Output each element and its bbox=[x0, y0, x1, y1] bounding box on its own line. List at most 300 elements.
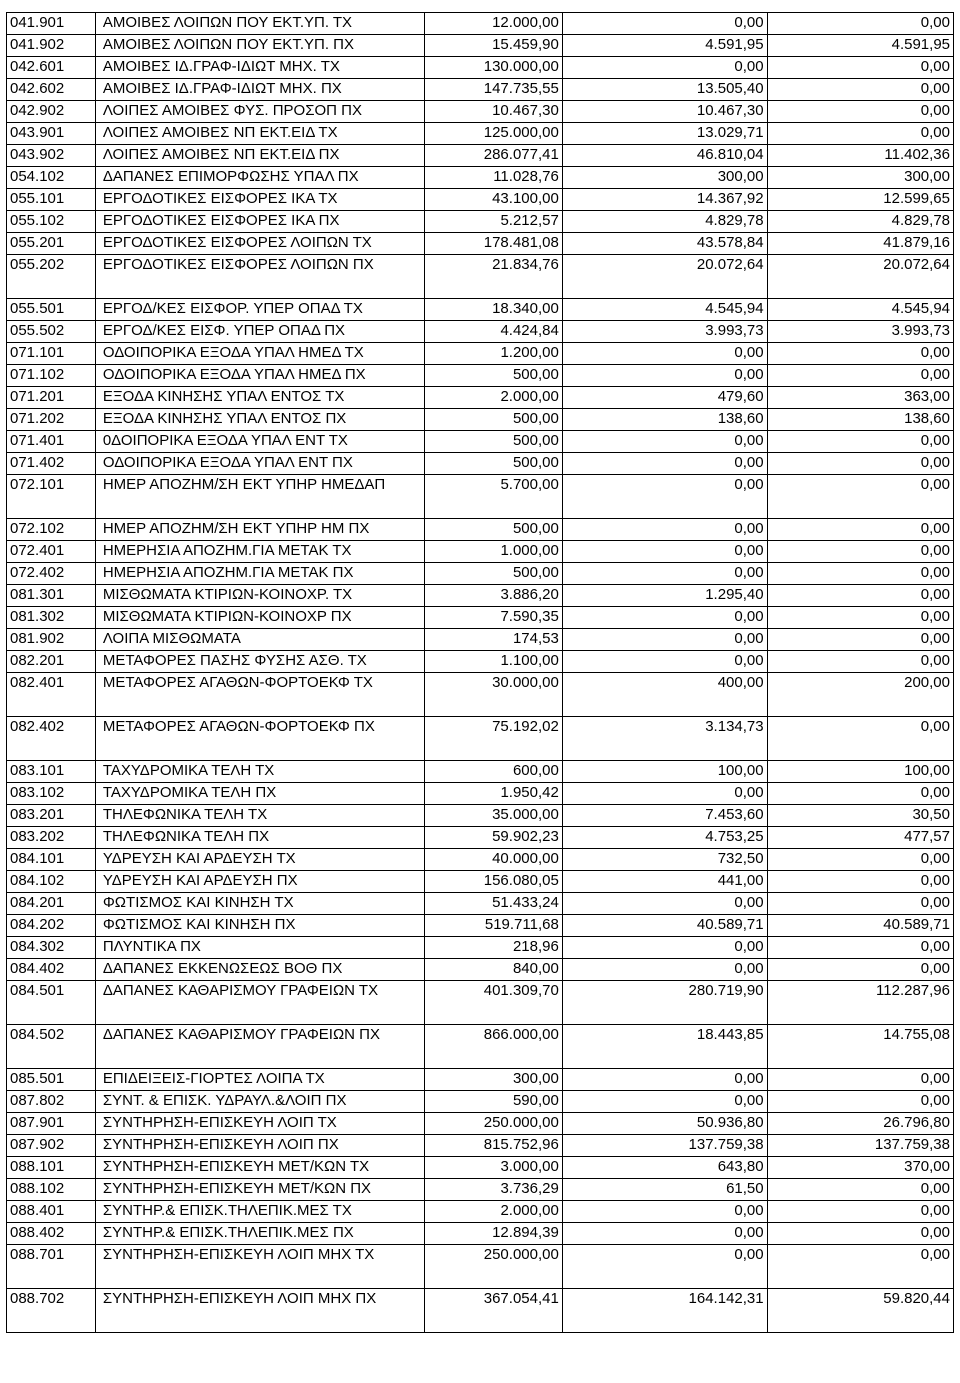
paid-amount: 0,00 bbox=[767, 563, 953, 585]
account-description: ΛΟΙΠΑ ΜΙΣΘΩΜΑΤΑ bbox=[95, 629, 424, 651]
committed-amount: 40.589,71 bbox=[562, 915, 767, 937]
budget-amount: 840,00 bbox=[425, 959, 563, 981]
paid-amount: 14.755,08 bbox=[767, 1025, 953, 1069]
account-description: ΕΠΙΔΕΙΞΕΙΣ-ΓΙΟΡΤΕΣ ΛΟΙΠΑ ΤΧ bbox=[95, 1069, 424, 1091]
table-row bbox=[7, 629, 954, 651]
budget-amount: 10.467,30 bbox=[425, 101, 563, 123]
paid-amount: 11.402,36 bbox=[767, 145, 953, 167]
table-row bbox=[7, 915, 954, 937]
committed-amount: 4.753,25 bbox=[562, 827, 767, 849]
committed-amount: 100,00 bbox=[562, 761, 767, 783]
table-row bbox=[7, 1091, 954, 1113]
table-row bbox=[7, 761, 954, 783]
account-code: 055.201 bbox=[7, 233, 96, 255]
account-code: 084.302 bbox=[7, 937, 96, 959]
committed-amount: 4.829,78 bbox=[562, 211, 767, 233]
account-description: ΕΡΓΟΔ/ΚΕΣ ΕΙΣΦΟΡ. ΥΠΕΡ ΟΠΑΔ ΤΧ bbox=[95, 299, 424, 321]
paid-amount: 0,00 bbox=[767, 13, 953, 35]
budget-amount: 300,00 bbox=[425, 1069, 563, 1091]
budget-amount: 18.340,00 bbox=[425, 299, 563, 321]
table-row bbox=[7, 937, 954, 959]
account-code: 088.701 bbox=[7, 1245, 96, 1289]
budget-table-body bbox=[7, 13, 954, 1333]
budget-amount: 1.100,00 bbox=[425, 651, 563, 673]
account-code: 087.802 bbox=[7, 1091, 96, 1113]
budget-amount: 250.000,00 bbox=[425, 1113, 563, 1135]
paid-amount: 0,00 bbox=[767, 79, 953, 101]
table-row bbox=[7, 409, 954, 431]
account-description: ΣΥΝΤΗΡΗΣΗ-ΕΠΙΣΚΕΥΗ ΛΟΙΠ ΠΧ bbox=[95, 1135, 424, 1157]
account-description: ΤΗΛΕΦΩΝΙΚΑ ΤΕΛΗ ΠΧ bbox=[95, 827, 424, 849]
account-description: ΤΑΧΥΔΡΟΜΙΚΑ ΤΕΛΗ ΤΧ bbox=[95, 761, 424, 783]
paid-amount: 0,00 bbox=[767, 57, 953, 79]
account-code: 043.902 bbox=[7, 145, 96, 167]
paid-amount: 30,50 bbox=[767, 805, 953, 827]
committed-amount: 441,00 bbox=[562, 871, 767, 893]
budget-amount: 3.886,20 bbox=[425, 585, 563, 607]
paid-amount: 200,00 bbox=[767, 673, 953, 717]
paid-amount: 0,00 bbox=[767, 1245, 953, 1289]
budget-amount: 7.590,35 bbox=[425, 607, 563, 629]
committed-amount: 13.505,40 bbox=[562, 79, 767, 101]
account-code: 088.702 bbox=[7, 1289, 96, 1333]
account-code: 054.102 bbox=[7, 167, 96, 189]
committed-amount: 0,00 bbox=[562, 1201, 767, 1223]
account-description: ΣΥΝΤΗΡΗΣΗ-ΕΠΙΣΚΕΥΗ ΛΟΙΠ ΜΗΧ ΠΧ bbox=[95, 1289, 424, 1333]
committed-amount: 0,00 bbox=[562, 937, 767, 959]
committed-amount: 137.759,38 bbox=[562, 1135, 767, 1157]
table-row bbox=[7, 321, 954, 343]
account-code: 055.202 bbox=[7, 255, 96, 299]
committed-amount: 46.810,04 bbox=[562, 145, 767, 167]
paid-amount: 0,00 bbox=[767, 1091, 953, 1113]
committed-amount: 0,00 bbox=[562, 1223, 767, 1245]
table-row bbox=[7, 1113, 954, 1135]
committed-amount: 0,00 bbox=[562, 1069, 767, 1091]
committed-amount: 20.072,64 bbox=[562, 255, 767, 299]
account-code: 085.501 bbox=[7, 1069, 96, 1091]
account-code: 084.402 bbox=[7, 959, 96, 981]
table-row bbox=[7, 673, 954, 717]
table-row bbox=[7, 475, 954, 519]
account-description: ΣΥΝΤΗΡΗΣΗ-ΕΠΙΣΚΕΥΗ ΛΟΙΠ ΤΧ bbox=[95, 1113, 424, 1135]
committed-amount: 0,00 bbox=[562, 651, 767, 673]
table-row bbox=[7, 167, 954, 189]
account-code: 055.501 bbox=[7, 299, 96, 321]
budget-amount: 218,96 bbox=[425, 937, 563, 959]
account-code: 088.402 bbox=[7, 1223, 96, 1245]
paid-amount: 59.820,44 bbox=[767, 1289, 953, 1333]
account-code: 082.201 bbox=[7, 651, 96, 673]
table-row bbox=[7, 893, 954, 915]
paid-amount: 0,00 bbox=[767, 783, 953, 805]
committed-amount: 0,00 bbox=[562, 519, 767, 541]
account-code: 055.101 bbox=[7, 189, 96, 211]
table-row bbox=[7, 1025, 954, 1069]
paid-amount: 0,00 bbox=[767, 123, 953, 145]
account-description: ΣΥΝΤΗΡΗΣΗ-ΕΠΙΣΚΕΥΗ ΛΟΙΠ ΜΗΧ ΤΧ bbox=[95, 1245, 424, 1289]
account-code: 043.901 bbox=[7, 123, 96, 145]
committed-amount: 0,00 bbox=[562, 1245, 767, 1289]
paid-amount: 4.591,95 bbox=[767, 35, 953, 57]
committed-amount: 0,00 bbox=[562, 365, 767, 387]
account-code: 084.201 bbox=[7, 893, 96, 915]
account-description: ΜΙΣΘΩΜΑΤΑ ΚΤΙΡΙΩΝ-ΚΟΙΝΟΧΡ. ΤΧ bbox=[95, 585, 424, 607]
table-row bbox=[7, 13, 954, 35]
table-row bbox=[7, 519, 954, 541]
table-row bbox=[7, 959, 954, 981]
paid-amount: 0,00 bbox=[767, 453, 953, 475]
committed-amount: 3.134,73 bbox=[562, 717, 767, 761]
committed-amount: 43.578,84 bbox=[562, 233, 767, 255]
account-description: ΜΕΤΑΦΟΡΕΣ ΑΓΑΘΩΝ-ΦΟΡΤΟΕΚΦ ΠΧ bbox=[95, 717, 424, 761]
committed-amount: 300,00 bbox=[562, 167, 767, 189]
account-description: ΛΟΙΠΕΣ ΑΜΟΙΒΕΣ ΦΥΣ. ΠΡΟΣΟΠ ΠΧ bbox=[95, 101, 424, 123]
committed-amount: 3.993,73 bbox=[562, 321, 767, 343]
account-description: ΜΙΣΘΩΜΑΤΑ ΚΤΙΡΙΩΝ-ΚΟΙΝΟΧΡ ΠΧ bbox=[95, 607, 424, 629]
budget-amount: 401.309,70 bbox=[425, 981, 563, 1025]
committed-amount: 4.545,94 bbox=[562, 299, 767, 321]
account-code: 084.501 bbox=[7, 981, 96, 1025]
budget-amount: 4.424,84 bbox=[425, 321, 563, 343]
budget-amount: 5.700,00 bbox=[425, 475, 563, 519]
account-description: ΔΑΠΑΝΕΣ ΚΑΘΑΡΙΣΜΟΥ ΓΡΑΦΕΙΩΝ ΠΧ bbox=[95, 1025, 424, 1069]
budget-amount: 12.894,39 bbox=[425, 1223, 563, 1245]
account-description: ΣΥΝΤΗΡΗΣΗ-ΕΠΙΣΚΕΥΗ ΜΕΤ/ΚΩΝ ΤΧ bbox=[95, 1157, 424, 1179]
table-row bbox=[7, 79, 954, 101]
budget-amount: 815.752,96 bbox=[425, 1135, 563, 1157]
account-code: 071.101 bbox=[7, 343, 96, 365]
account-code: 081.301 bbox=[7, 585, 96, 607]
table-row bbox=[7, 541, 954, 563]
paid-amount: 477,57 bbox=[767, 827, 953, 849]
committed-amount: 4.591,95 bbox=[562, 35, 767, 57]
committed-amount: 0,00 bbox=[562, 1091, 767, 1113]
paid-amount: 137.759,38 bbox=[767, 1135, 953, 1157]
account-code: 041.901 bbox=[7, 13, 96, 35]
budget-amount: 367.054,41 bbox=[425, 1289, 563, 1333]
budget-amount: 40.000,00 bbox=[425, 849, 563, 871]
paid-amount: 0,00 bbox=[767, 937, 953, 959]
paid-amount: 3.993,73 bbox=[767, 321, 953, 343]
paid-amount: 363,00 bbox=[767, 387, 953, 409]
account-code: 071.201 bbox=[7, 387, 96, 409]
budget-amount: 250.000,00 bbox=[425, 1245, 563, 1289]
account-description: ΣΥΝΤΗΡΗΣΗ-ΕΠΙΣΚΕΥΗ ΜΕΤ/ΚΩΝ ΠΧ bbox=[95, 1179, 424, 1201]
budget-amount: 21.834,76 bbox=[425, 255, 563, 299]
budget-amount: 3.000,00 bbox=[425, 1157, 563, 1179]
account-code: 042.601 bbox=[7, 57, 96, 79]
account-code: 084.101 bbox=[7, 849, 96, 871]
budget-amount: 1.950,42 bbox=[425, 783, 563, 805]
table-row bbox=[7, 57, 954, 79]
account-code: 084.502 bbox=[7, 1025, 96, 1069]
paid-amount: 100,00 bbox=[767, 761, 953, 783]
budget-amount: 125.000,00 bbox=[425, 123, 563, 145]
account-code: 083.102 bbox=[7, 783, 96, 805]
committed-amount: 400,00 bbox=[562, 673, 767, 717]
table-row bbox=[7, 607, 954, 629]
account-code: 055.102 bbox=[7, 211, 96, 233]
table-row bbox=[7, 1223, 954, 1245]
budget-table bbox=[6, 12, 954, 1333]
account-description: ΤΑΧΥΔΡΟΜΙΚΑ ΤΕΛΗ ΠΧ bbox=[95, 783, 424, 805]
committed-amount: 732,50 bbox=[562, 849, 767, 871]
table-row bbox=[7, 145, 954, 167]
paid-amount: 0,00 bbox=[767, 585, 953, 607]
account-code: 087.901 bbox=[7, 1113, 96, 1135]
account-code: 071.401 bbox=[7, 431, 96, 453]
budget-amount: 600,00 bbox=[425, 761, 563, 783]
table-row bbox=[7, 651, 954, 673]
paid-amount: 0,00 bbox=[767, 1179, 953, 1201]
committed-amount: 0,00 bbox=[562, 57, 767, 79]
account-description: ΥΔΡΕΥΣΗ ΚΑΙ ΑΡΔΕΥΣΗ ΠΧ bbox=[95, 871, 424, 893]
paid-amount: 0,00 bbox=[767, 717, 953, 761]
account-description: ΕΞΟΔΑ ΚΙΝΗΣΗΣ ΥΠΑΛ ΕΝΤΟΣ ΠΧ bbox=[95, 409, 424, 431]
table-row bbox=[7, 1201, 954, 1223]
account-code: 084.102 bbox=[7, 871, 96, 893]
account-code: 088.401 bbox=[7, 1201, 96, 1223]
account-code: 041.902 bbox=[7, 35, 96, 57]
budget-amount: 11.028,76 bbox=[425, 167, 563, 189]
table-row bbox=[7, 783, 954, 805]
account-code: 071.202 bbox=[7, 409, 96, 431]
committed-amount: 0,00 bbox=[562, 13, 767, 35]
table-row bbox=[7, 849, 954, 871]
paid-amount: 0,00 bbox=[767, 1069, 953, 1091]
account-description: ΗΜΕΡ ΑΠΟΖΗΜ/ΣΗ ΕΚΤ ΥΠΗΡ ΗΜ ΠΧ bbox=[95, 519, 424, 541]
committed-amount: 0,00 bbox=[562, 629, 767, 651]
committed-amount: 1.295,40 bbox=[562, 585, 767, 607]
budget-amount: 75.192,02 bbox=[425, 717, 563, 761]
budget-amount: 3.736,29 bbox=[425, 1179, 563, 1201]
budget-amount: 178.481,08 bbox=[425, 233, 563, 255]
table-row bbox=[7, 827, 954, 849]
paid-amount: 20.072,64 bbox=[767, 255, 953, 299]
account-description: ΣΥΝΤΗΡ.& ΕΠΙΣΚ.ΤΗΛΕΠΙΚ.ΜΕΣ ΠΧ bbox=[95, 1223, 424, 1245]
paid-amount: 4.829,78 bbox=[767, 211, 953, 233]
account-description: ΤΗΛΕΦΩΝΙΚΑ ΤΕΛΗ ΤΧ bbox=[95, 805, 424, 827]
account-code: 072.102 bbox=[7, 519, 96, 541]
table-row bbox=[7, 1157, 954, 1179]
table-row bbox=[7, 431, 954, 453]
table-row bbox=[7, 255, 954, 299]
account-description: ΟΔΟΙΠΟΡΙΚΑ ΕΞΟΔΑ ΥΠΑΛ ΕΝΤ ΠΧ bbox=[95, 453, 424, 475]
paid-amount: 0,00 bbox=[767, 343, 953, 365]
budget-amount: 130.000,00 bbox=[425, 57, 563, 79]
committed-amount: 0,00 bbox=[562, 431, 767, 453]
paid-amount: 0,00 bbox=[767, 365, 953, 387]
account-description: ΕΡΓΟΔΟΤΙΚΕΣ ΕΙΣΦΟΡΕΣ ΛΟΙΠΩΝ ΤΧ bbox=[95, 233, 424, 255]
table-row bbox=[7, 453, 954, 475]
committed-amount: 50.936,80 bbox=[562, 1113, 767, 1135]
account-description: ΕΡΓΟΔΟΤΙΚΕΣ ΕΙΣΦΟΡΕΣ ΛΟΙΠΩΝ ΠΧ bbox=[95, 255, 424, 299]
committed-amount: 13.029,71 bbox=[562, 123, 767, 145]
paid-amount: 0,00 bbox=[767, 651, 953, 673]
account-description: ΔΑΠΑΝΕΣ ΕΠΙΜΟΡΦΩΣΗΣ ΥΠΑΛ ΠΧ bbox=[95, 167, 424, 189]
paid-amount: 0,00 bbox=[767, 629, 953, 651]
paid-amount: 41.879,16 bbox=[767, 233, 953, 255]
account-code: 055.502 bbox=[7, 321, 96, 343]
paid-amount: 370,00 bbox=[767, 1157, 953, 1179]
paid-amount: 112.287,96 bbox=[767, 981, 953, 1025]
committed-amount: 0,00 bbox=[562, 563, 767, 585]
account-code: 082.402 bbox=[7, 717, 96, 761]
account-code: 042.902 bbox=[7, 101, 96, 123]
budget-amount: 866.000,00 bbox=[425, 1025, 563, 1069]
budget-amount: 51.433,24 bbox=[425, 893, 563, 915]
table-row bbox=[7, 1289, 954, 1333]
budget-amount: 590,00 bbox=[425, 1091, 563, 1113]
account-description: ΑΜΟΙΒΕΣ ΙΔ.ΓΡΑΦ-ΙΔΙΩΤ ΜΗΧ. ΤΧ bbox=[95, 57, 424, 79]
budget-amount: 500,00 bbox=[425, 563, 563, 585]
account-description: ΕΡΓΟΔ/ΚΕΣ ΕΙΣΦ. ΥΠΕΡ ΟΠΑΔ ΠΧ bbox=[95, 321, 424, 343]
committed-amount: 280.719,90 bbox=[562, 981, 767, 1025]
table-row bbox=[7, 717, 954, 761]
budget-amount: 500,00 bbox=[425, 365, 563, 387]
account-description: 0ΔΟΙΠΟΡΙΚΑ ΕΞΟΔΑ ΥΠΑΛ ΕΝΤ ΤΧ bbox=[95, 431, 424, 453]
paid-amount: 0,00 bbox=[767, 959, 953, 981]
account-description: ΣΥΝΤ. & ΕΠΙΣΚ. ΥΔΡΑΥΛ.&ΛΟΙΠ ΠΧ bbox=[95, 1091, 424, 1113]
paid-amount: 138,60 bbox=[767, 409, 953, 431]
committed-amount: 0,00 bbox=[562, 453, 767, 475]
account-description: ΕΞΟΔΑ ΚΙΝΗΣΗΣ ΥΠΑΛ ΕΝΤΟΣ ΤΧ bbox=[95, 387, 424, 409]
account-description: ΗΜΕΡ ΑΠΟΖΗΜ/ΣΗ ΕΚΤ ΥΠΗΡ ΗΜΕΔΑΠ bbox=[95, 475, 424, 519]
account-code: 083.101 bbox=[7, 761, 96, 783]
account-description: ΑΜΟΙΒΕΣ ΛΟΙΠΩΝ ΠΟΥ ΕΚΤ.ΥΠ. ΤΧ bbox=[95, 13, 424, 35]
account-description: ΦΩΤΙΣΜΟΣ ΚΑΙ ΚΙΝΗΣΗ ΠΧ bbox=[95, 915, 424, 937]
budget-amount: 2.000,00 bbox=[425, 1201, 563, 1223]
table-row bbox=[7, 805, 954, 827]
budget-amount: 156.080,05 bbox=[425, 871, 563, 893]
table-row bbox=[7, 1179, 954, 1201]
committed-amount: 10.467,30 bbox=[562, 101, 767, 123]
budget-amount: 500,00 bbox=[425, 453, 563, 475]
paid-amount: 0,00 bbox=[767, 519, 953, 541]
budget-amount: 286.077,41 bbox=[425, 145, 563, 167]
paid-amount: 0,00 bbox=[767, 1201, 953, 1223]
account-description: ΛΟΙΠΕΣ ΑΜΟΙΒΕΣ ΝΠ ΕΚΤ.ΕΙΔ ΠΧ bbox=[95, 145, 424, 167]
budget-amount: 15.459,90 bbox=[425, 35, 563, 57]
table-row bbox=[7, 123, 954, 145]
account-description: ΔΑΠΑΝΕΣ ΚΑΘΑΡΙΣΜΟΥ ΓΡΑΦΕΙΩΝ ΤΧ bbox=[95, 981, 424, 1025]
committed-amount: 0,00 bbox=[562, 475, 767, 519]
budget-amount: 500,00 bbox=[425, 519, 563, 541]
budget-amount: 1.000,00 bbox=[425, 541, 563, 563]
account-code: 084.202 bbox=[7, 915, 96, 937]
table-row bbox=[7, 1245, 954, 1289]
paid-amount: 4.545,94 bbox=[767, 299, 953, 321]
account-description: ΜΕΤΑΦΟΡΕΣ ΠΑΣΗΣ ΦΥΣΗΣ ΑΣΘ. ΤΧ bbox=[95, 651, 424, 673]
account-code: 081.302 bbox=[7, 607, 96, 629]
account-description: ΟΔΟΙΠΟΡΙΚΑ ΕΞΟΔΑ ΥΠΑΛ ΗΜΕΔ ΤΧ bbox=[95, 343, 424, 365]
paid-amount: 0,00 bbox=[767, 101, 953, 123]
table-row bbox=[7, 299, 954, 321]
account-code: 088.101 bbox=[7, 1157, 96, 1179]
account-code: 083.202 bbox=[7, 827, 96, 849]
account-code: 088.102 bbox=[7, 1179, 96, 1201]
account-description: ΑΜΟΙΒΕΣ ΙΔ.ΓΡΑΦ-ΙΔΙΩΤ ΜΗΧ. ΠΧ bbox=[95, 79, 424, 101]
account-description: ΛΟΙΠΕΣ ΑΜΟΙΒΕΣ ΝΠ ΕΚΤ.ΕΙΔ ΤΧ bbox=[95, 123, 424, 145]
committed-amount: 14.367,92 bbox=[562, 189, 767, 211]
account-code: 071.102 bbox=[7, 365, 96, 387]
table-row bbox=[7, 343, 954, 365]
table-row bbox=[7, 101, 954, 123]
budget-amount: 30.000,00 bbox=[425, 673, 563, 717]
committed-amount: 0,00 bbox=[562, 607, 767, 629]
budget-amount: 35.000,00 bbox=[425, 805, 563, 827]
paid-amount: 40.589,71 bbox=[767, 915, 953, 937]
table-row bbox=[7, 387, 954, 409]
paid-amount: 0,00 bbox=[767, 871, 953, 893]
committed-amount: 18.443,85 bbox=[562, 1025, 767, 1069]
account-code: 072.101 bbox=[7, 475, 96, 519]
table-row bbox=[7, 1069, 954, 1091]
budget-amount: 43.100,00 bbox=[425, 189, 563, 211]
table-row bbox=[7, 211, 954, 233]
budget-amount: 12.000,00 bbox=[425, 13, 563, 35]
committed-amount: 643,80 bbox=[562, 1157, 767, 1179]
committed-amount: 0,00 bbox=[562, 541, 767, 563]
committed-amount: 0,00 bbox=[562, 959, 767, 981]
account-description: ΥΔΡΕΥΣΗ ΚΑΙ ΑΡΔΕΥΣΗ ΤΧ bbox=[95, 849, 424, 871]
account-description: ΕΡΓΟΔΟΤΙΚΕΣ ΕΙΣΦΟΡΕΣ ΙΚΑ ΤΧ bbox=[95, 189, 424, 211]
paid-amount: 0,00 bbox=[767, 541, 953, 563]
committed-amount: 479,60 bbox=[562, 387, 767, 409]
account-code: 087.902 bbox=[7, 1135, 96, 1157]
paid-amount: 300,00 bbox=[767, 167, 953, 189]
account-description: ΣΥΝΤΗΡ.& ΕΠΙΣΚ.ΤΗΛΕΠΙΚ.ΜΕΣ ΤΧ bbox=[95, 1201, 424, 1223]
committed-amount: 138,60 bbox=[562, 409, 767, 431]
table-row bbox=[7, 981, 954, 1025]
account-description: ΗΜΕΡΗΣΙΑ ΑΠΟΖΗΜ.ΓΙΑ ΜΕΤΑΚ ΤΧ bbox=[95, 541, 424, 563]
committed-amount: 0,00 bbox=[562, 343, 767, 365]
committed-amount: 0,00 bbox=[562, 783, 767, 805]
budget-amount: 147.735,55 bbox=[425, 79, 563, 101]
table-row bbox=[7, 563, 954, 585]
account-description: ΔΑΠΑΝΕΣ ΕΚΚΕΝΩΣΕΩΣ ΒΟΘ ΠΧ bbox=[95, 959, 424, 981]
account-description: ΕΡΓΟΔΟΤΙΚΕΣ ΕΙΣΦΟΡΕΣ ΙΚΑ ΠΧ bbox=[95, 211, 424, 233]
paid-amount: 0,00 bbox=[767, 607, 953, 629]
committed-amount: 0,00 bbox=[562, 893, 767, 915]
table-row bbox=[7, 871, 954, 893]
paid-amount: 12.599,65 bbox=[767, 189, 953, 211]
account-code: 072.401 bbox=[7, 541, 96, 563]
account-code: 081.902 bbox=[7, 629, 96, 651]
account-code: 071.402 bbox=[7, 453, 96, 475]
table-row bbox=[7, 189, 954, 211]
budget-amount: 174,53 bbox=[425, 629, 563, 651]
budget-amount: 5.212,57 bbox=[425, 211, 563, 233]
table-row bbox=[7, 35, 954, 57]
account-code: 083.201 bbox=[7, 805, 96, 827]
account-description: ΟΔΟΙΠΟΡΙΚΑ ΕΞΟΔΑ ΥΠΑΛ ΗΜΕΔ ΠΧ bbox=[95, 365, 424, 387]
paid-amount: 0,00 bbox=[767, 1223, 953, 1245]
account-code: 042.602 bbox=[7, 79, 96, 101]
paid-amount: 26.796,80 bbox=[767, 1113, 953, 1135]
paid-amount: 0,00 bbox=[767, 893, 953, 915]
account-description: ΗΜΕΡΗΣΙΑ ΑΠΟΖΗΜ.ΓΙΑ ΜΕΤΑΚ ΠΧ bbox=[95, 563, 424, 585]
account-description: ΜΕΤΑΦΟΡΕΣ ΑΓΑΘΩΝ-ΦΟΡΤΟΕΚΦ ΤΧ bbox=[95, 673, 424, 717]
committed-amount: 164.142,31 bbox=[562, 1289, 767, 1333]
account-description: ΠΛΥΝΤΙΚΑ ΠΧ bbox=[95, 937, 424, 959]
table-row bbox=[7, 1135, 954, 1157]
account-description: ΑΜΟΙΒΕΣ ΛΟΙΠΩΝ ΠΟΥ ΕΚΤ.ΥΠ. ΠΧ bbox=[95, 35, 424, 57]
budget-amount: 1.200,00 bbox=[425, 343, 563, 365]
paid-amount: 0,00 bbox=[767, 849, 953, 871]
account-code: 082.401 bbox=[7, 673, 96, 717]
